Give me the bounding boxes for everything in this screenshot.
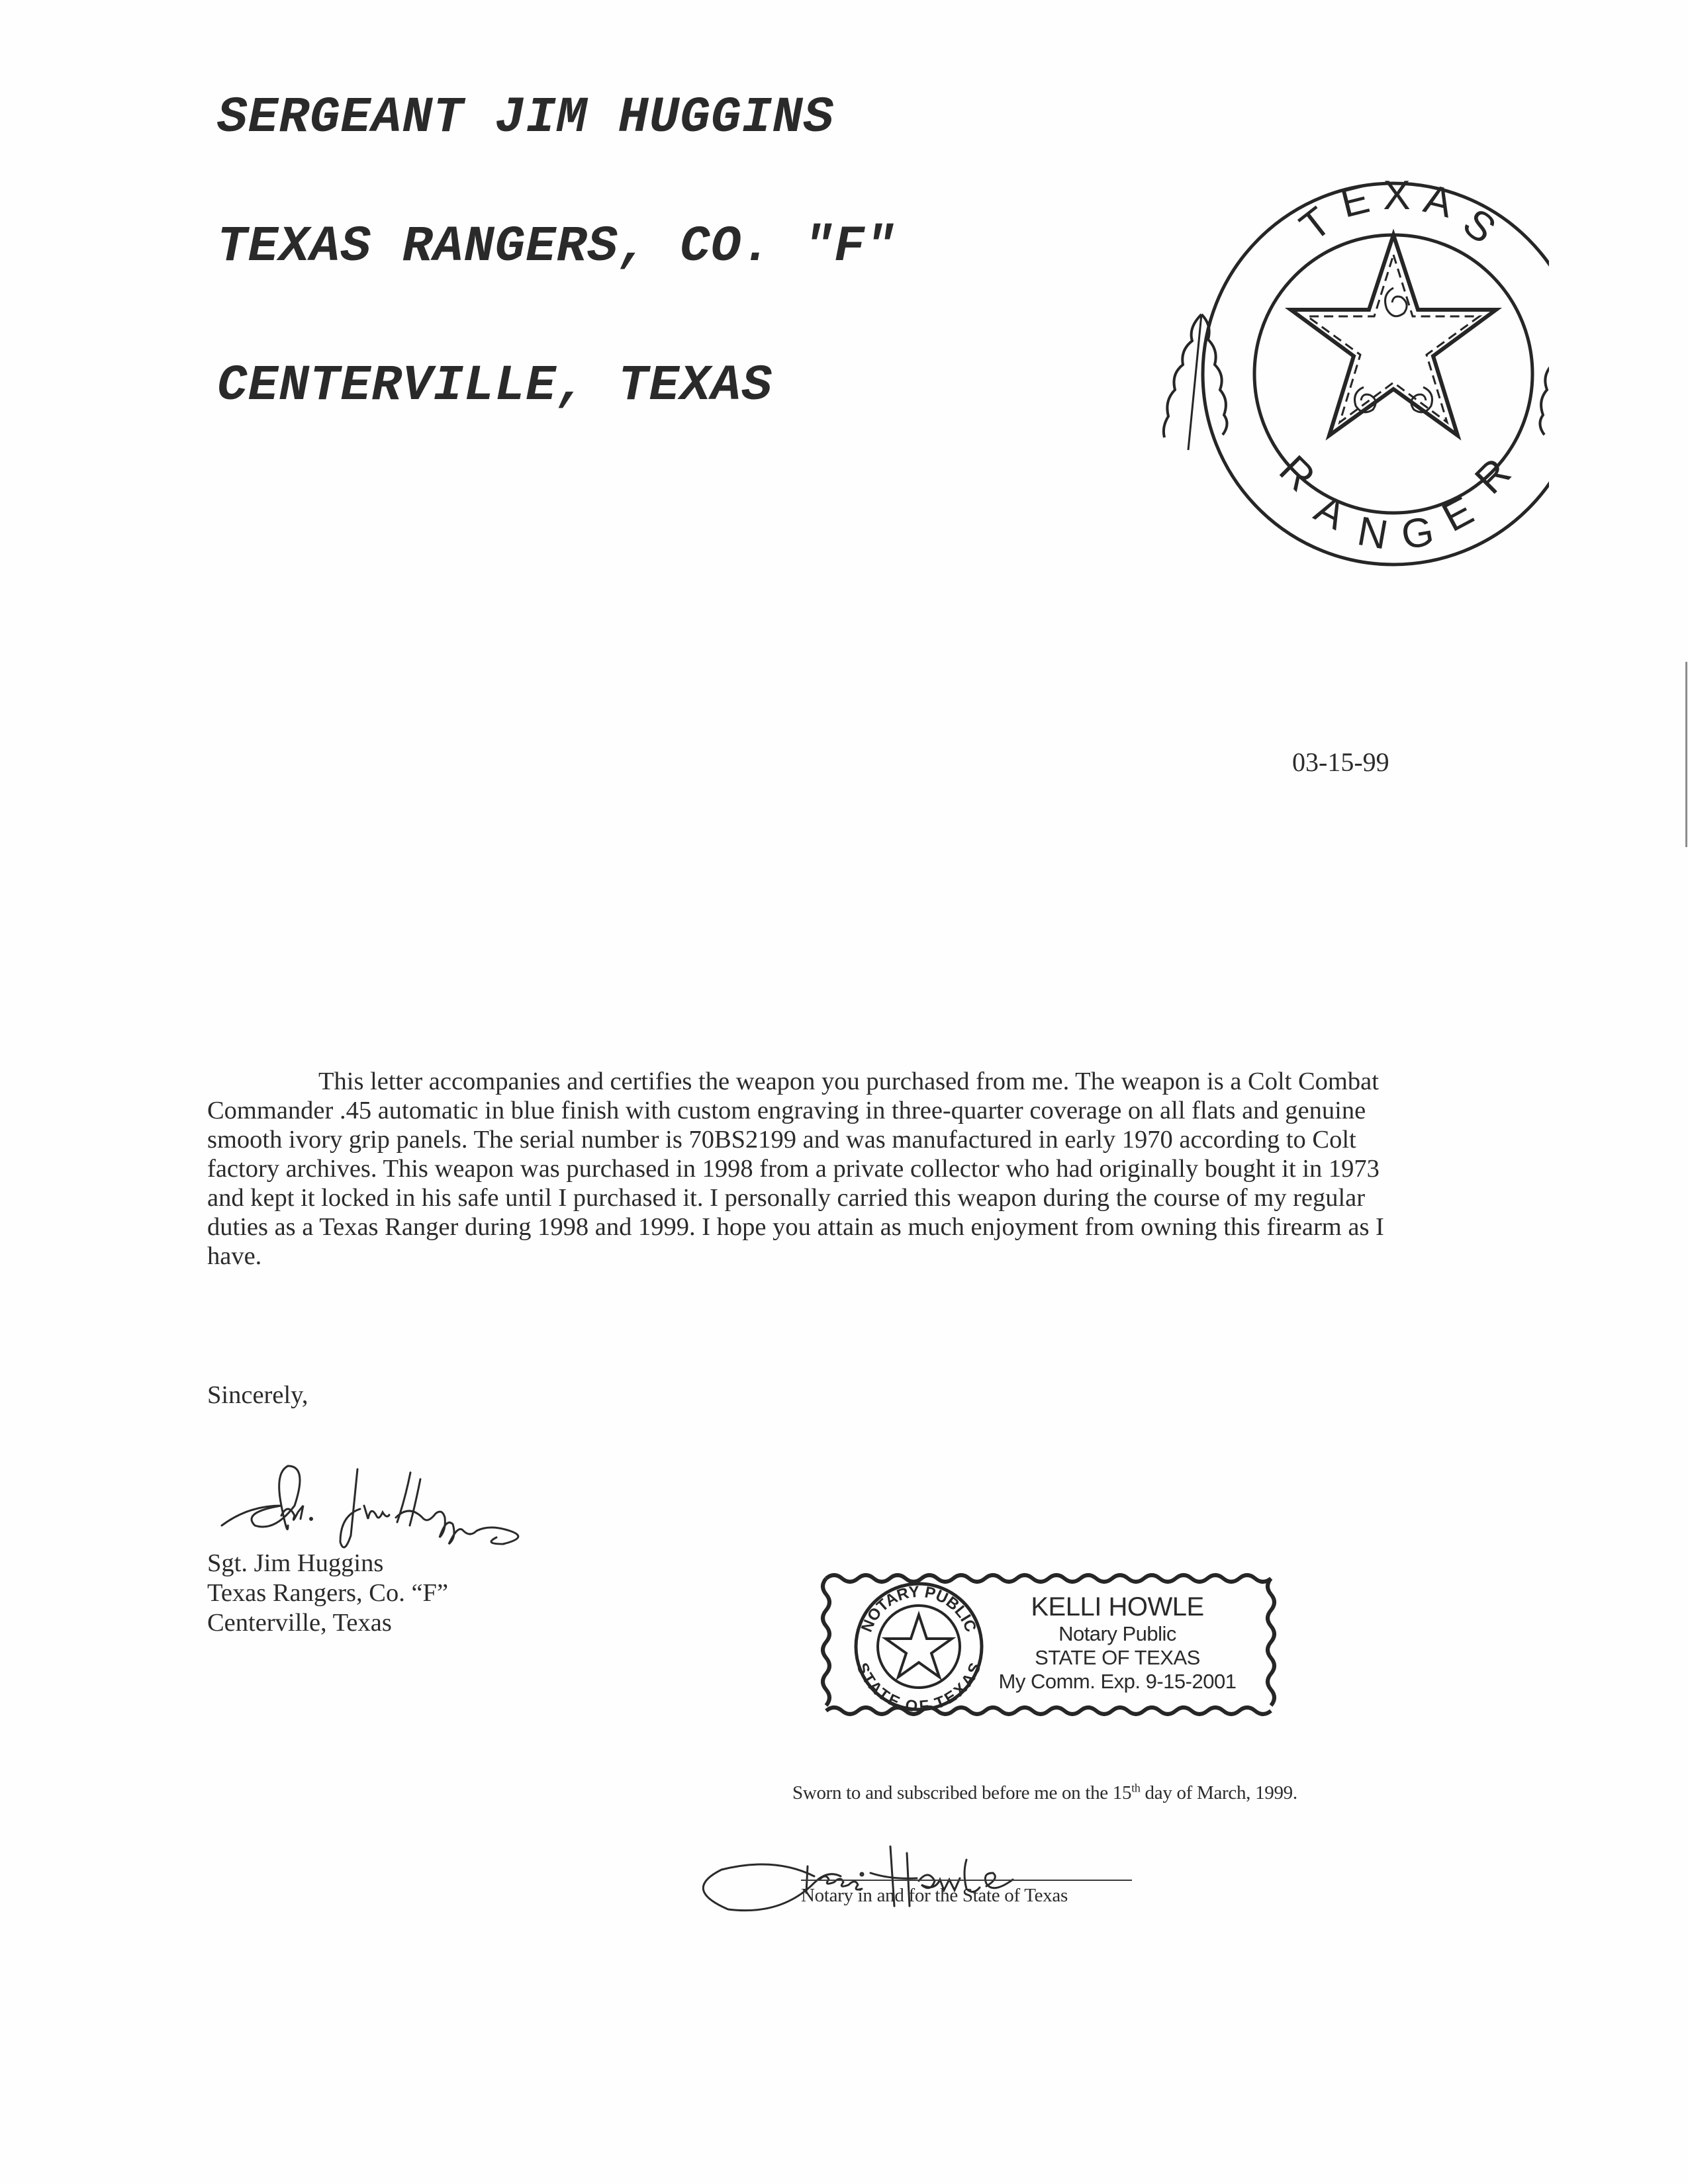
signer-company: Texas Rangers, Co. “F”: [207, 1579, 449, 1607]
sworn-suffix: day of March, 1999.: [1140, 1782, 1297, 1803]
svg-text:R: R: [1466, 449, 1520, 503]
svg-text:S: S: [1454, 199, 1505, 253]
letterhead-name: SERGEANT JIM HUGGINS: [217, 89, 835, 146]
svg-text:X: X: [1383, 173, 1411, 218]
notary-signature-line: [801, 1880, 1132, 1881]
svg-text:STATE OF TEXAS: STATE OF TEXAS: [853, 1660, 985, 1716]
body-line: have.: [207, 1242, 262, 1270]
svg-text:NOTARY PUBLIC: NOTARY PUBLIC: [857, 1582, 980, 1635]
texas-ranger-star-badge-icon: [1125, 172, 1549, 582]
body-line: This letter accompanies and certifies the weapon you purchased from me. The weapon is a Colt Combat: [318, 1068, 1379, 1095]
body-line: Commander .45 automatic in blue finish with custom engraving in three-quarter coverage on all flats and genuine: [207, 1097, 1366, 1124]
svg-text:A: A: [1307, 485, 1354, 539]
body-line: and kept it locked in his safe until I purchased it. I personally carried this weapon during the course of my regular: [207, 1184, 1366, 1212]
letter-body: [207, 1067, 1438, 1271]
svg-text:G: G: [1397, 508, 1438, 559]
svg-text:R: R: [1270, 447, 1324, 500]
notary-name: KELLI HOWLE: [1031, 1592, 1204, 1621]
body-line: factory archives. This weapon was purchased in 1998 from a private collector who had originally bought it in 1973: [207, 1155, 1380, 1183]
letterhead-company: TEXAS RANGERS, CO. "F": [217, 218, 896, 275]
scan-edge-mark: [1685, 662, 1687, 847]
sworn-statement: [792, 1782, 1297, 1804]
notary-expiration: My Comm. Exp. 9-15-2001: [998, 1670, 1237, 1693]
svg-text:E: E: [1434, 487, 1481, 541]
svg-text:T: T: [1291, 199, 1340, 250]
svg-text:N: N: [1354, 508, 1391, 559]
svg-text:E: E: [1336, 175, 1374, 227]
signer-name-block: [207, 1549, 448, 1638]
notary-title: Notary Public: [1058, 1622, 1176, 1645]
svg-text:A: A: [1419, 175, 1458, 227]
signer-name: Sgt. Jim Huggins: [207, 1549, 384, 1577]
sworn-ordinal: th: [1131, 1781, 1141, 1795]
notary-caption: Notary in and for the State of Texas: [801, 1885, 1068, 1906]
notary-stamp-text: [978, 1592, 1256, 1694]
letterhead-city: CENTERVILLE, TEXAS: [217, 357, 773, 414]
signer-city: Centerville, Texas: [207, 1609, 392, 1637]
closing-salutation: Sincerely,: [207, 1381, 308, 1409]
body-line: duties as a Texas Ranger during 1998 and 1999. I hope you attain as much enjoyment from owning this firearm as I: [207, 1213, 1384, 1241]
notary-state: STATE OF TEXAS: [1035, 1646, 1200, 1669]
letter-date: 03-15-99: [1292, 747, 1389, 777]
sworn-prefix: Sworn to and subscribed before me on the 15: [792, 1782, 1132, 1803]
handwritten-signature-icon: [218, 1453, 589, 1552]
body-line: smooth ivory grip panels. The serial number is 70BS2199 and was manufactured in early 1970 according to Colt: [207, 1126, 1356, 1154]
